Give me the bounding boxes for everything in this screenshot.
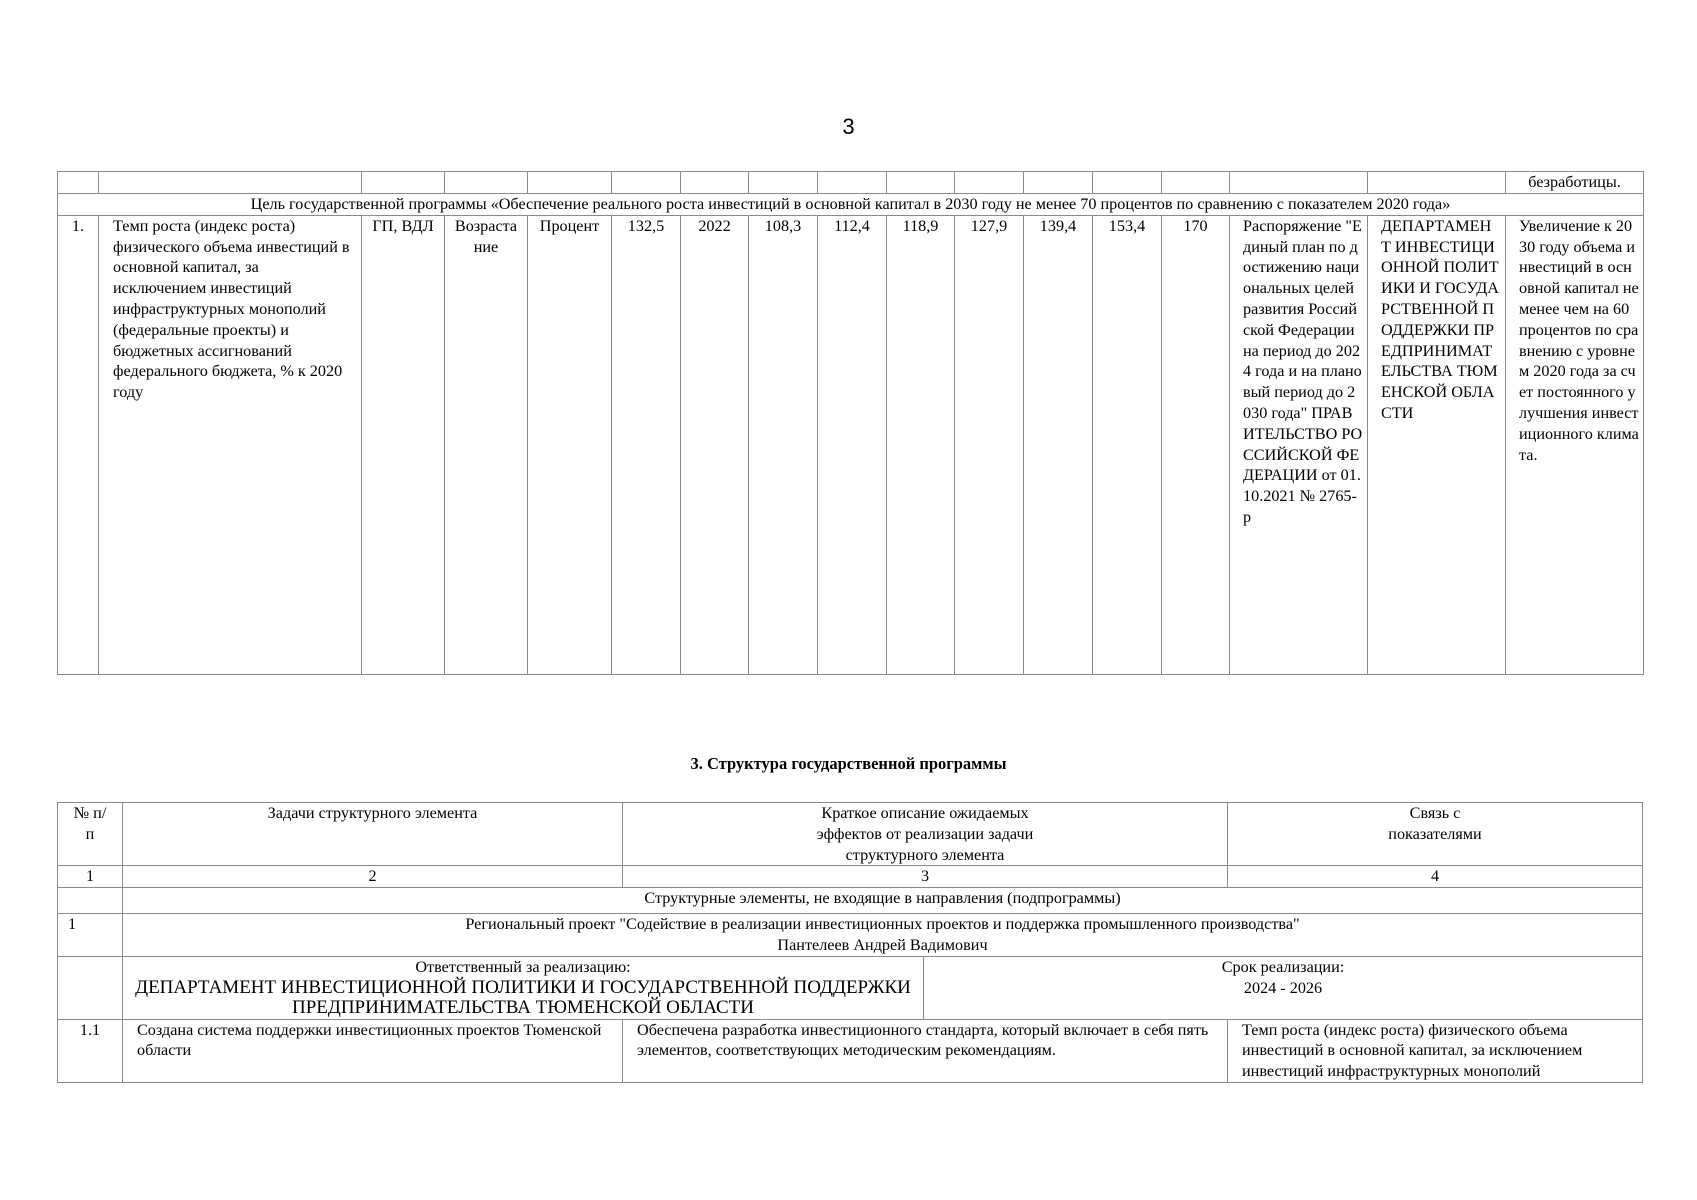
responsible-label: Ответственный за реализацию:: [415, 957, 631, 976]
value-cell: 170: [1162, 215, 1230, 674]
indicator-name: Темп роста (индекс роста) физического объема инвестиций в основной капитал, за исключением инвестиций инфраструктурных монополий (федеральные проекты) и бюджетных ассигнований федерального бюджета, % к 2020 году: [99, 215, 362, 674]
header-effects: Краткое описание ожидаемых эффектов от реализации задачи структурного элемента: [623, 803, 1228, 866]
indicator-trend: Возрастание: [445, 215, 528, 674]
responsible-cell: [123, 956, 1643, 1019]
header-num: № п/п: [58, 803, 123, 866]
indicators-table: [57, 171, 1644, 675]
value-cell: 118,9: [887, 215, 955, 674]
task-text: Создана система поддержки инвестиционных проектов Тюменской области: [123, 1019, 623, 1082]
table-row: [58, 215, 1644, 674]
base-year: 2022: [681, 215, 749, 674]
value-cell: 127,9: [955, 215, 1024, 674]
group-title: Структурные элементы, не входящие в направления (подпрограммы): [123, 888, 1643, 914]
column-number: 1: [58, 866, 123, 888]
document-ref: Распоряжение "Единый план по достижению национальных целей развития Российской Федерации на период до 2024 года и на плановый период до 2030 года" ПРАВИТЕЛЬСТВО РОССИЙСКОЙ ФЕДЕРАЦИИ от 01.10.2021 № 2765-р: [1230, 215, 1368, 674]
task-number: 1.1: [58, 1019, 123, 1082]
value-cell: 153,4: [1093, 215, 1162, 674]
top-row-note: безработицы.: [1506, 172, 1644, 194]
header-row: [58, 803, 1643, 866]
column-number: 3: [623, 866, 1228, 888]
goal-row: [58, 193, 1644, 215]
value-cell: 139,4: [1024, 215, 1093, 674]
page-number: 3: [842, 114, 855, 139]
value-cell: 112,4: [818, 215, 887, 674]
base-value: 132,5: [612, 215, 681, 674]
section-title: 3. Структура государственной программы: [690, 754, 1007, 773]
column-numbers-row: [58, 866, 1643, 888]
row-number: 1.: [58, 215, 99, 674]
national-goal-link: Увеличение к 2030 году объема инвестиций в основной капитал не менее чем на 60 процентов по сравнению с уровнем 2020 года за счет постоянного улучшения инвестиционного климата.: [1506, 215, 1644, 674]
responsible-org: ДЕПАРТАМЕНТ ИНВЕСТИЦИОННОЙ ПОЛИТИКИ И ГОСУДАРСТВЕННОЙ ПОДДЕРЖКИ ПРЕДПРИНИМАТЕЛЬСТВА ТЮМЕНСКОЙ ОБЛАСТИ: [1368, 215, 1506, 674]
indicator-level: ГП, ВДЛ: [362, 215, 445, 674]
project-cell: [123, 914, 1643, 957]
header-tasks: Задачи структурного элемента: [123, 803, 623, 866]
structure-table: [57, 802, 1643, 1083]
table-row: [58, 172, 1644, 194]
indicator-link-text: Темп роста (индекс роста) физического объема инвестиций в основной капитал, за исключением инвестиций инфраструктурных монополий: [1228, 1019, 1643, 1082]
header-link: Связь с показателями: [1228, 803, 1643, 866]
group-row: [58, 888, 1643, 914]
project-row: [58, 914, 1643, 957]
column-number: 4: [1228, 866, 1643, 888]
responsible-row: [58, 956, 1643, 1019]
responsible-org: ДЕПАРТАМЕНТ ИНВЕСТИЦИОННОЙ ПОЛИТИКИ И ГОСУДАРСТВЕННОЙ ПОДДЕРЖКИ ПРЕДПРИНИМАТЕЛЬСТВА ТЮМЕНСКОЙ ОБЛАСТИ: [135, 976, 911, 1019]
project-number: 1: [58, 914, 123, 957]
value-cell: 108,3: [749, 215, 818, 674]
term-value: 2024 - 2026: [1243, 978, 1323, 997]
task-row: [58, 1019, 1643, 1082]
project-person: Пантелеев Андрей Вадимович: [777, 935, 988, 954]
effect-text: Обеспечена разработка инвестиционного стандарта, который включает в себя пять элементов, соответствующих методическим рекомендациям.: [623, 1019, 1228, 1082]
term-label: Срок реализации:: [1221, 957, 1345, 976]
column-number: 2: [123, 866, 623, 888]
indicator-unit: Процент: [528, 215, 612, 674]
goal-text: Цель государственной программы «Обеспечение реального роста инвестиций в основной капитал в 2030 году не менее 70 процентов по сравнению с показателем 2020 года»: [58, 193, 1644, 215]
project-title: Региональный проект "Содействие в реализации инвестиционных проектов и поддержка промышленного производства": [465, 915, 1300, 934]
